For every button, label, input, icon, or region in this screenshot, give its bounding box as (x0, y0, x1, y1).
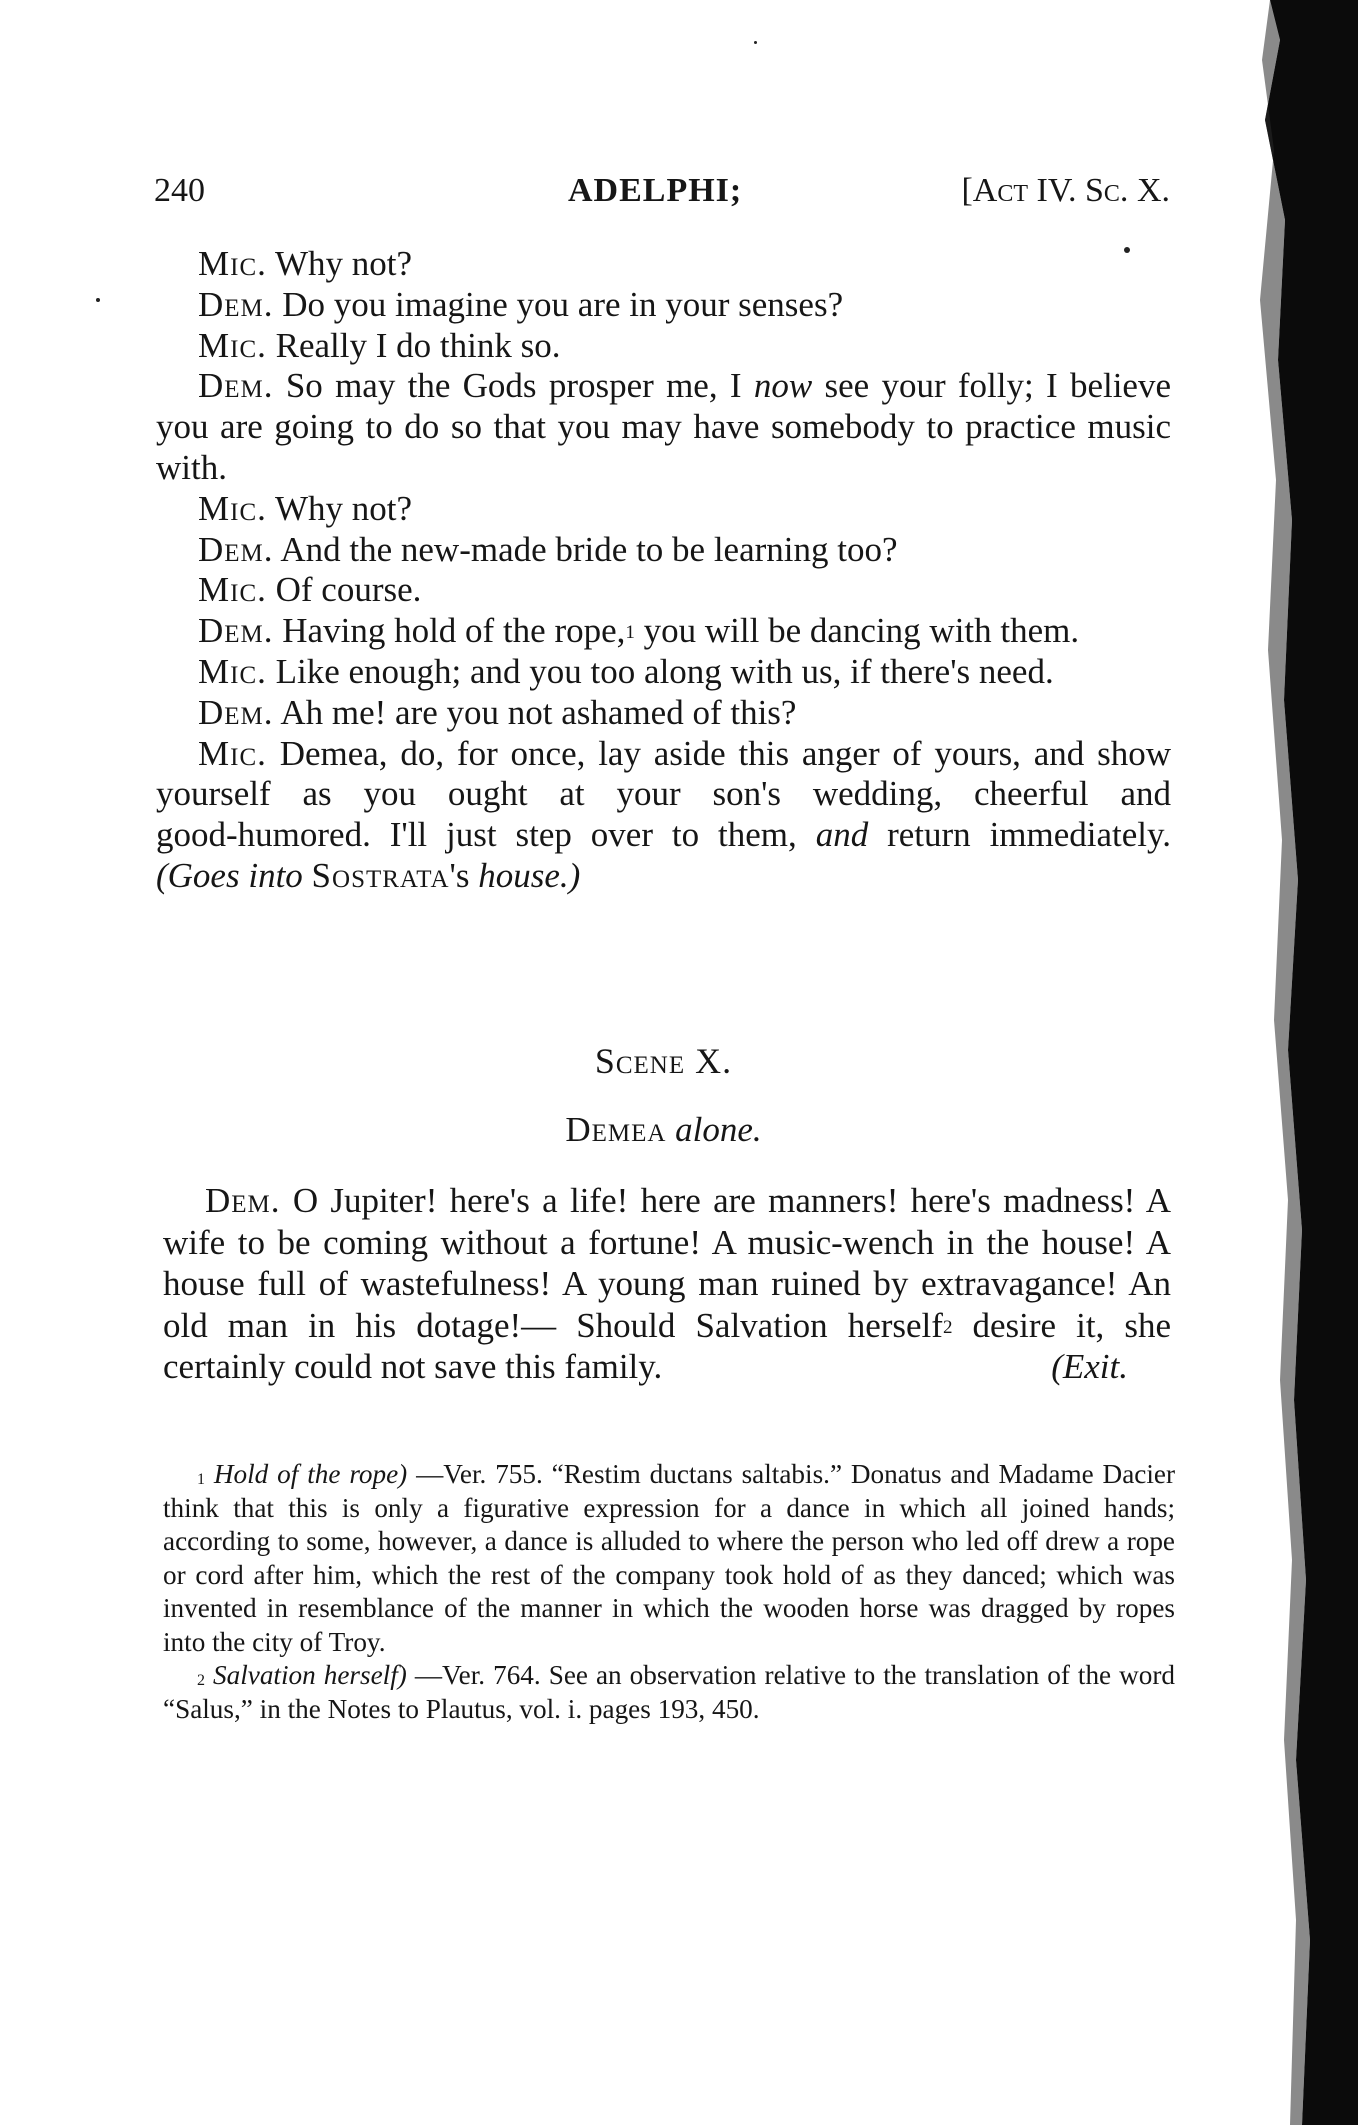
text-line: $^2$ Salvation herself) —Ver. 764. See an observation relative to the translation of the word (197, 1660, 1176, 1690)
stray-dot (96, 298, 100, 302)
monologue-speech (163, 1180, 1171, 1388)
act-number: IV. (1036, 172, 1077, 209)
speech-text: Why not? (275, 488, 413, 528)
text-line: certainly could not save this family. (Exit. (163, 1347, 1128, 1386)
text-line: (Goes into Sostrata's house.) (156, 855, 581, 895)
text-line: Mic. Like enough; and you too along with us, if there's need. (198, 651, 1054, 691)
speaker-name: Dem. (198, 529, 274, 569)
speech-line (156, 244, 1171, 285)
speech-line (156, 693, 1171, 734)
text-line: good-humored. I'll just step over to them, and return immediately. (156, 815, 1171, 855)
running-title: ADELPHI; (568, 172, 743, 209)
text-line: you are going to do so that you may have somebody to practice music (156, 407, 1171, 447)
text-line: $^1$ Hold of the rope) —Ver. 755. “Restim ductans saltabis.” Donatus and Madame Dacier (197, 1459, 1176, 1489)
speech (156, 285, 1171, 326)
speaker-name: Dem. (198, 284, 274, 324)
scene-heading: Scene X. (594, 1041, 733, 1081)
speaker-name: Mic. (198, 488, 267, 528)
text-line: yourself as you ought at your son's wedding, cheerful and (156, 774, 1171, 814)
speaker-name: Dem. (198, 611, 274, 651)
text-line: Dem. O Jupiter! here's a life! here are manners! here's madness! A (205, 1181, 1171, 1220)
speech-text: Do you imagine you are in your senses? (282, 284, 844, 324)
footnote (163, 1659, 1175, 1726)
text-line: into the city of Troy. (163, 1626, 386, 1657)
speech (156, 570, 1171, 611)
running-header (150, 172, 1170, 222)
speech-text: And the new-made bride to be learning too? (280, 529, 898, 569)
page-number: 240 (154, 172, 205, 209)
act-bracket: [ (961, 172, 973, 209)
speech-text: Why not? (275, 244, 413, 283)
text-line: think that this is only a figurative expression for a dance in which all joined hands; (163, 1492, 1175, 1523)
stage-direction-exit: (Exit. (1051, 1347, 1128, 1386)
speaker-name: Mic. (198, 325, 267, 365)
footnotes (163, 1458, 1175, 1726)
speaker-name: Mic. (198, 733, 267, 773)
stray-dot (754, 41, 757, 44)
text-line: with. (156, 447, 227, 487)
speech (156, 489, 1171, 530)
text-line: Dem. So may the Gods prosper me, I now see your folly; I believe (198, 366, 1171, 406)
text-line: wife to be coming without a fortune! A music-wench in the house! A (163, 1222, 1171, 1262)
footnote (163, 1458, 1175, 1659)
speech-line (156, 285, 1171, 326)
speech (156, 734, 1171, 897)
text-line: old man in his dotage!— Should Salvation herself$^2$ desire it, she (163, 1305, 1171, 1345)
speech-line (156, 489, 1171, 530)
scene-subheading (156, 1110, 1171, 1150)
footnote-mark: 1 (197, 1471, 205, 1488)
speech-line (156, 570, 1171, 611)
speech (156, 326, 1171, 367)
character-name: Demea (565, 1110, 667, 1149)
speech (156, 652, 1171, 693)
text-line: invented in resemblance of the manner in which the wooden horse was dragged by ropes (163, 1593, 1175, 1623)
stage-note: alone. (675, 1110, 762, 1149)
footnote-mark: 2 (197, 1672, 205, 1689)
speech-line (156, 326, 1171, 367)
speaker-name: Mic. (198, 244, 267, 283)
text-line: “Salus,” in the Notes to Plautus, vol. i. pages 193, 450. (163, 1693, 760, 1724)
speaker-name: Dem. (205, 1181, 281, 1220)
speaker-name: Mic. (198, 570, 267, 610)
speech (156, 611, 1171, 652)
speech (156, 693, 1171, 734)
text-line: Mic. Demea, do, for once, lay aside this anger of yours, and show (198, 733, 1171, 773)
text-line: Dem. Having hold of the rope,$^1$ you will be dancing with them. (198, 611, 1080, 651)
speech (156, 530, 1171, 571)
text-line: or cord after him, which the rest of the company took hold of as they danced; which was (163, 1559, 1175, 1590)
speech-text: Really I do think so. (275, 325, 561, 365)
act-scene-reference (961, 172, 1170, 210)
speech (156, 244, 1171, 285)
speech-text: Ah me! are you not ashamed of this? (280, 692, 797, 732)
speech-line (156, 530, 1171, 571)
dialogue-block (156, 244, 1171, 897)
speaker-name: Mic. (198, 651, 267, 691)
scene-number: X. (1136, 172, 1170, 209)
speaker-name: Dem. (198, 692, 274, 732)
scan-edge-shadow (1240, 0, 1358, 2125)
speech (156, 366, 1171, 488)
text-line: according to some, however, a dance is alluded to where the person who led off drew a rope (163, 1526, 1175, 1556)
scene-label: Sc. (1085, 172, 1129, 209)
act-label: Act (972, 172, 1029, 209)
speech-text: Of course. (275, 570, 422, 610)
text-line: house full of wastefulness! A young man ruined by extravagance! An (163, 1264, 1171, 1303)
speaker-name: Dem. (198, 366, 274, 406)
